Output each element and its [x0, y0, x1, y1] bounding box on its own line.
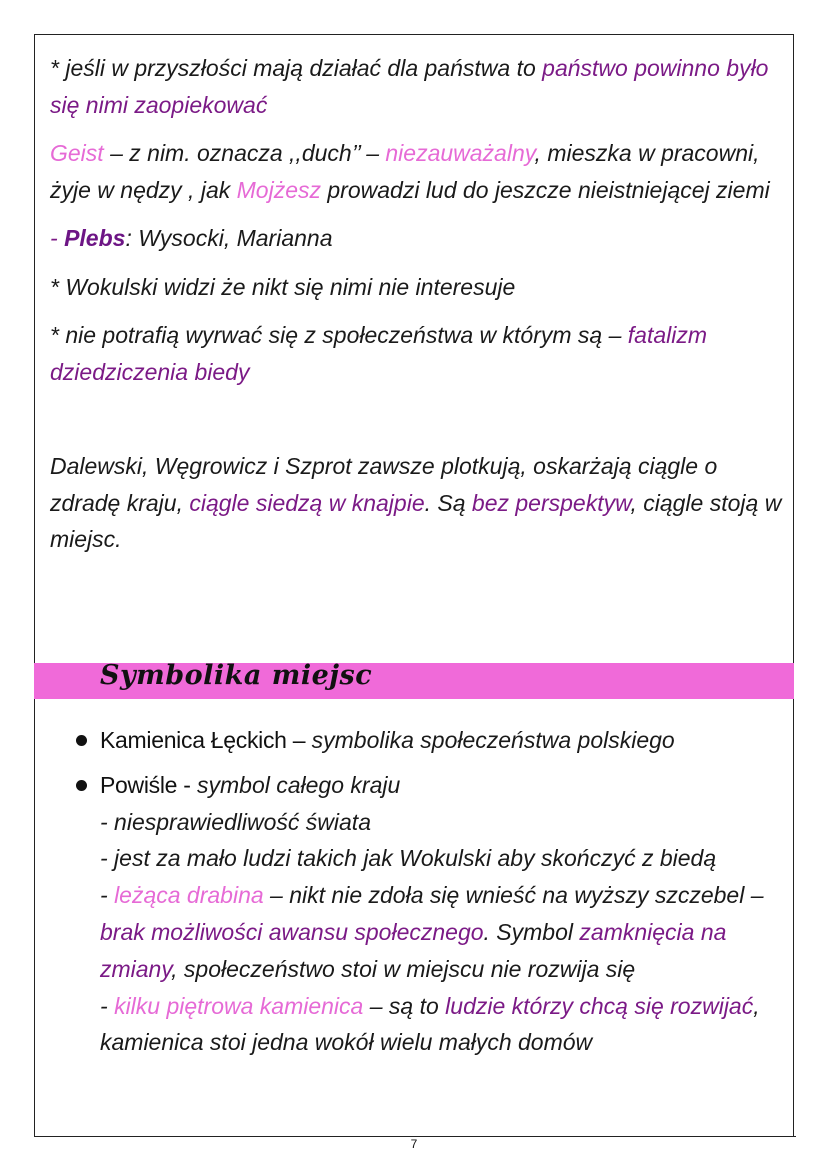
- dash: -: [50, 225, 65, 251]
- highlight-text: ludzie którzy chcą się rozwijać: [445, 992, 754, 1019]
- highlight-text: Mojżesz: [236, 176, 321, 203]
- list-item-kamienica-leckich: [72, 722, 784, 759]
- text: * jeśli w przyszłości mają działać dla państwa to: [50, 55, 543, 81]
- dash: -: [100, 882, 115, 909]
- paragraph-geist: [50, 135, 785, 208]
- section-title: Symbolika miejsc: [100, 660, 373, 691]
- text: – są to: [363, 992, 446, 1019]
- list-text: symbolika społeczeństwa polskiego: [305, 727, 675, 753]
- sub-line: - niesprawiedliwość świata: [100, 808, 371, 835]
- paragraph-gossipers: [50, 448, 785, 558]
- text: , mieszka w pracowni, żyje w nędzy , jak: [50, 140, 760, 203]
- paragraph-state-care: [50, 50, 785, 123]
- highlight-text: fatalizm dziedziczenia biedy: [50, 322, 708, 385]
- list-term: Powiśle -: [100, 771, 191, 798]
- text: , kamienica stoi jedna wokół wielu małych domów: [100, 992, 760, 1056]
- text: prowadzi lud do jeszcze nieistniejącej ziemi: [321, 176, 770, 203]
- sub-line: [100, 988, 784, 1062]
- list-term: Kamienica Łęckich –: [100, 727, 306, 753]
- highlight-text: zamknięcia na zmiany: [100, 918, 727, 982]
- text: . Są: [424, 489, 472, 516]
- text: * nie potrafią wyrwać się z społeczeństwa w którym są –: [50, 322, 628, 348]
- sub-line: - jest za mało ludzi takich jak Wokulski aby skończyć z biedą: [100, 845, 717, 872]
- highlight-text: ciągle siedzą w knajpie: [189, 489, 425, 516]
- text: . Symbol: [483, 918, 580, 945]
- highlight-text: kilku piętrowa kamienica: [114, 992, 364, 1019]
- text: , ciągle stoją w miejsc.: [50, 489, 782, 552]
- highlight-text: państwo powinno było się nimi zaopiekować: [50, 55, 769, 118]
- list-item-powisle: [72, 767, 784, 1061]
- paragraph-fatalism: [50, 317, 785, 390]
- text: : Wysocki, Marianna: [125, 225, 333, 251]
- highlight-text: leżąca drabina: [114, 882, 264, 909]
- highlight-term: Plebs: [64, 225, 126, 251]
- list-text: symbol całego kraju: [190, 771, 401, 798]
- bullet-icon: [76, 735, 87, 746]
- sub-line: [100, 877, 784, 987]
- highlight-text: niezauważalny: [385, 140, 535, 166]
- highlight-term: Geist: [50, 140, 104, 166]
- dash: -: [100, 992, 115, 1019]
- bullet-icon: [76, 780, 87, 791]
- page-number: 7: [410, 1137, 418, 1151]
- highlight-text: bez perspektyw: [471, 489, 631, 516]
- text: – z nim. oznacza ,,duch’’ –: [103, 140, 386, 166]
- places-list: [72, 722, 784, 1061]
- page-content: [50, 50, 785, 558]
- highlight-text: brak możliwości awansu społecznego: [100, 918, 484, 945]
- text: – nikt nie zdoła się wnieść na wyższy szczebel –: [263, 882, 764, 909]
- paragraph-plebs: [50, 220, 785, 257]
- paragraph-wokulski: * Wokulski widzi że nikt się nimi nie interesuje: [50, 273, 516, 300]
- text: Dalewski, Węgrowicz i Szprot zawsze plotkują, oskarżają ciągle o zdradę kraju,: [50, 453, 718, 516]
- text: , społeczeństwo stoi w miejscu nie rozwija się: [171, 955, 636, 982]
